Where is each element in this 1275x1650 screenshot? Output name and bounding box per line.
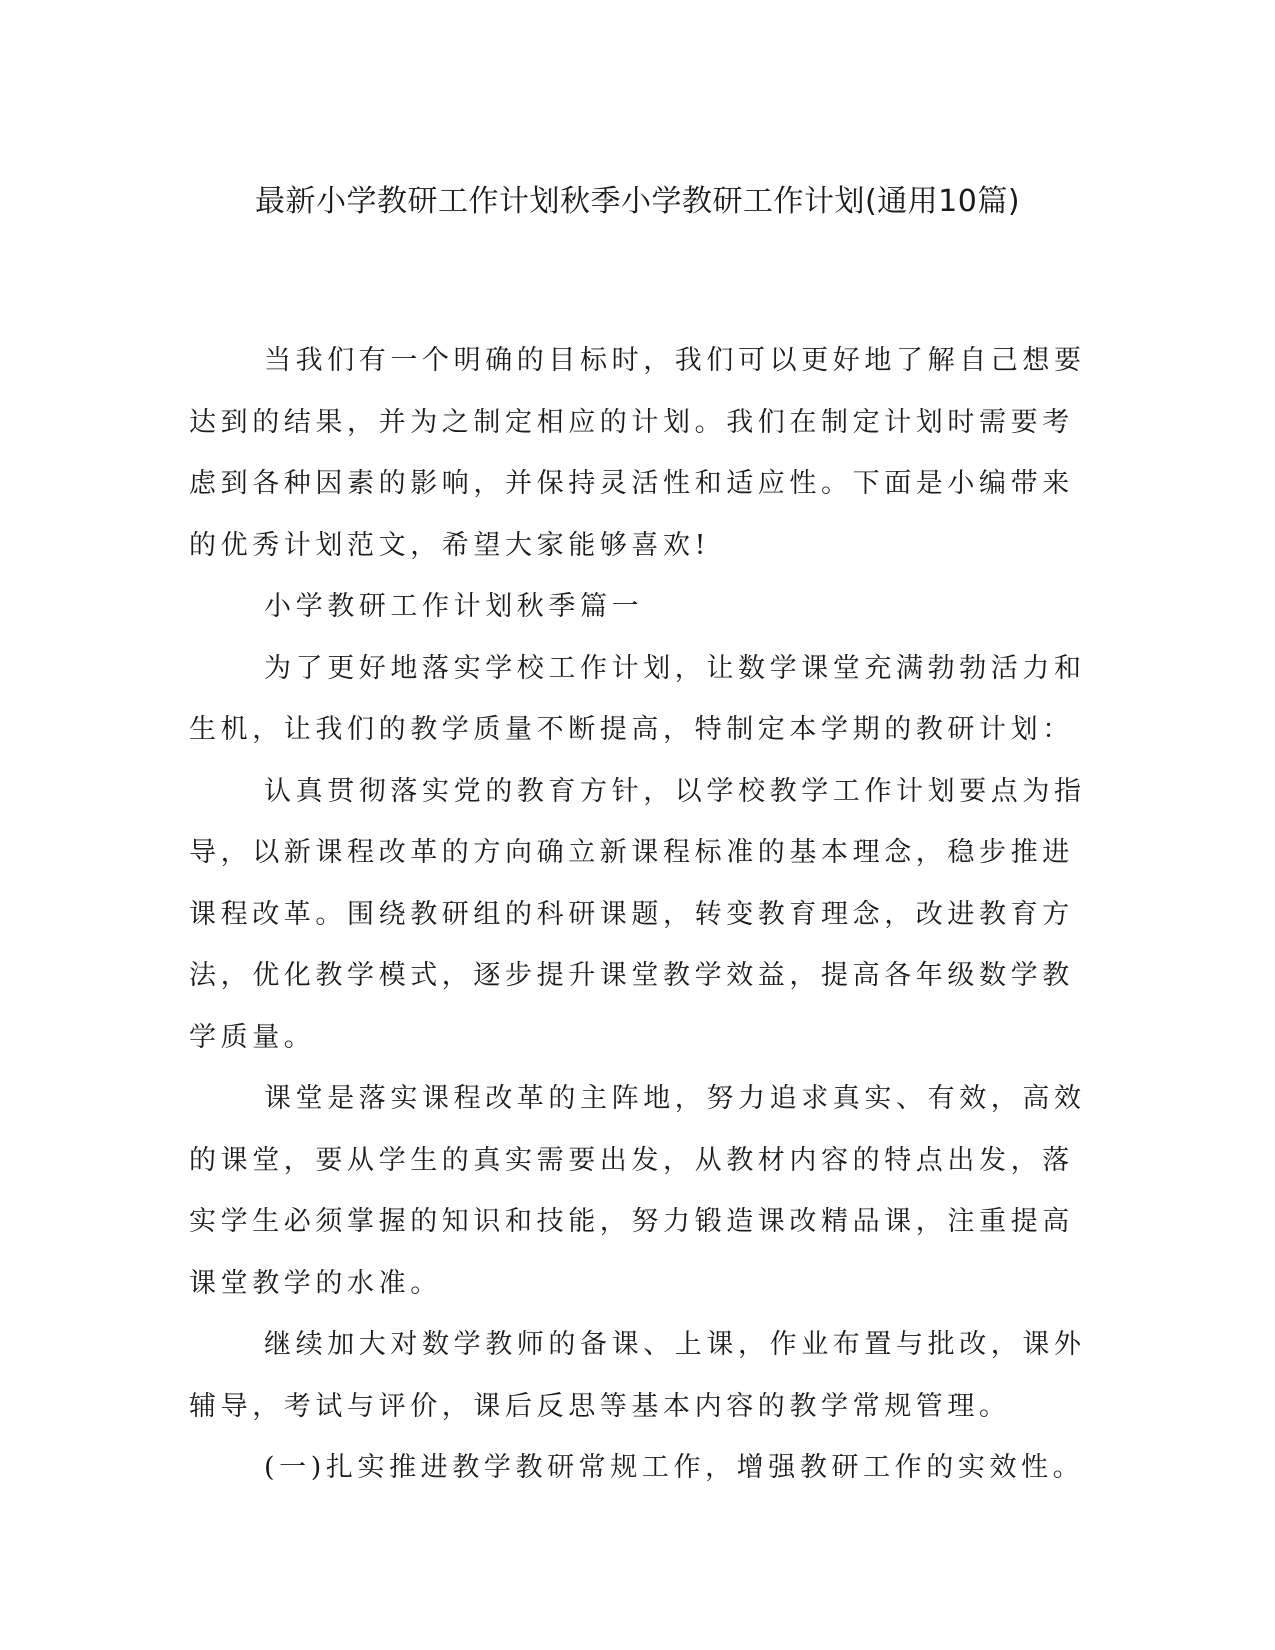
subsection-heading: (一)扎实推进教学教研常规工作，增强教研工作的实效性。 bbox=[264, 1452, 1085, 1483]
body-paragraph: 课堂是落实课程改革的主阵地，努力追求真实、有效，高效的课堂，要从学生的真实需要出发，从教材内容的特点出发，落实学生必须掌握的知识和技能，努力锻造课改精品课，注重提高课堂教学的水准。 bbox=[189, 1083, 1086, 1299]
body-paragraph: 认真贯彻落实党的教育方针，以学校教学工作计划要点为指导，以新课程改革的方向确立新课程标准的基本理念，稳步推进课程改革。围绕教研组的科研课题，转变教育理念，改进教育方法，优化教学模式，逐步提升课堂教学效益，提高各年级数学教学质量。 bbox=[189, 775, 1086, 1053]
body-paragraph: 为了更好地落实学校工作计划，让数学课堂充满勃勃活力和生机，让我们的教学质量不断提高，特制定本学期的教研计划： bbox=[189, 652, 1086, 745]
section-heading: 小学教研工作计划秋季篇一 bbox=[264, 591, 644, 622]
body-paragraph: 继续加大对数学教师的备课、上课，作业布置与批改，课外辅导，考试与评价，课后反思等基本内容的教学常规管理。 bbox=[189, 1329, 1086, 1422]
document-title: 最新小学教研工作计划秋季小学教研工作计划(通用10篇) bbox=[254, 184, 1021, 219]
intro-paragraph: 当我们有一个明确的目标时，我们可以更好地了解自己想要达到的结果，并为之制定相应的计划。我们在制定计划时需要考虑到各种因素的影响，并保持灵活性和适应性。下面是小编带来的优秀计划范文，希望大家能够喜欢! bbox=[189, 345, 1086, 561]
document-body bbox=[189, 330, 1089, 1499]
